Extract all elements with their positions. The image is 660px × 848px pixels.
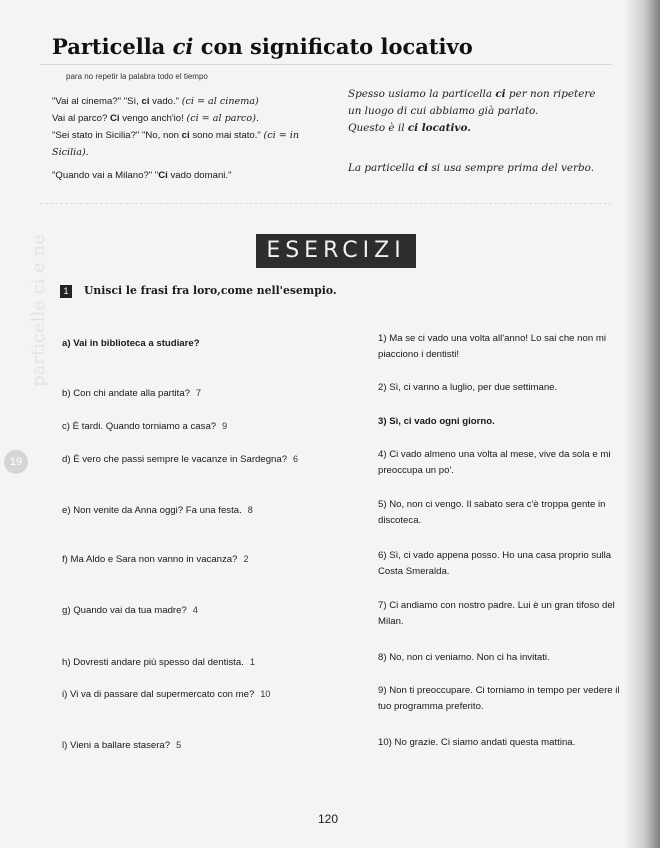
answer-item: 5) No, non ci vengo. Il sabato sera c'è troppa gente in discoteca. <box>378 499 606 526</box>
question-item <box>62 654 342 671</box>
question-text: i) Vi va di passare dal supermercato con me? <box>62 689 255 700</box>
question-text: d) È vero che passi sempre le vacanze in Sardegna? <box>62 454 288 465</box>
question-item <box>62 502 342 519</box>
title-rest: con significato locativo <box>200 34 473 59</box>
question-item <box>62 418 342 435</box>
exercise-instruction: Unisci le frasi fra loro,come nell'esempio. <box>84 284 337 297</box>
handwritten-note: para no repetir la palabra todo el tiempo <box>66 72 208 81</box>
question-text: e) Non venite da Anna oggi? Fa una festa. <box>62 505 242 516</box>
question-text: h) Dovresti andare più spesso dal dentista. <box>62 657 244 668</box>
answer-item: 9) Non ti preoccupare. Ci torniamo in tempo per vedere il tuo programma preferito. <box>378 685 620 712</box>
title-main: Particella <box>52 34 166 59</box>
answer-item: 4) Ci vado almeno una volta al mese, vive da sola e mi preoccupa un po'. <box>378 449 611 476</box>
example-line-3: "Sei stato in Sicilia?" "No, non ci sono mai stato." (ci = in Sicilia). <box>52 130 300 158</box>
question-item <box>62 686 342 703</box>
question-item <box>62 336 342 352</box>
written-answer: 6 <box>293 454 299 464</box>
answer-item: 8) No, non ci veniamo. Non ci ha invitati. <box>378 652 550 663</box>
example-line-4: "Quando vai a Milano?" "Ci vado domani." <box>52 170 232 181</box>
exercise-number: 1 <box>60 285 72 298</box>
written-answer: 9 <box>222 421 228 431</box>
unit-number-badge: 19 <box>4 450 28 474</box>
question-text: f) Ma Aldo e Sara non vanno in vacanza? <box>62 554 238 565</box>
question-text: c) È tardi. Quando torniamo a casa? <box>62 421 217 432</box>
rule-text-1: Spesso usiamo la particella ci per non ripetere un luogo di cui abbiamo già parlato. Questo è il ci locativo. <box>348 88 596 134</box>
question-text: l) Vieni a ballare stasera? <box>62 740 171 751</box>
rule-text-2: La particella ci si usa sempre prima del verbo. <box>348 162 595 174</box>
question-item <box>62 451 342 468</box>
answer-item: 3) Sì, ci vado ogni giorno. <box>378 416 495 427</box>
written-answer: 10 <box>260 689 271 699</box>
page-number: 120 <box>318 812 339 826</box>
question-item <box>62 551 342 568</box>
examples-block <box>52 93 322 161</box>
question-item <box>62 602 342 619</box>
written-answer: 8 <box>247 505 253 515</box>
written-answer: 1 <box>249 657 255 667</box>
side-label: particelle ci e ne <box>27 234 49 387</box>
answer-item: 2) Sì, ci vanno a luglio, per due settimane. <box>378 382 558 393</box>
written-answer: 2 <box>243 554 249 564</box>
title-em: ci <box>172 34 194 59</box>
example-line-2: Vai al parco? Ci vengo anch'io! (ci = al parco). <box>52 113 260 124</box>
question-item <box>62 737 342 754</box>
example-line-1: "Vai al cinema?" "Sì, ci vado." (ci = al cinema) <box>52 96 259 107</box>
question-text: g) Quando vai da tua madre? <box>62 605 187 616</box>
question-text: b) Con chi andate alla partita? <box>62 388 190 399</box>
answer-item: 10) No grazie. Ci siamo andati questa mattina. <box>378 737 576 748</box>
written-answer: 7 <box>196 388 202 398</box>
question-text: a) Vai in biblioteca a studiare? <box>62 338 200 349</box>
answer-item: 1) Ma se ci vado una volta all'anno! Lo sai che non mi piacciono i dentisti! <box>378 333 606 360</box>
answer-item: 7) Ci andiamo con nostro padre. Lui è un gran tifoso del Milan. <box>378 600 615 627</box>
exercises-banner: ESERCIZI <box>256 234 416 268</box>
page-edge-shadow <box>624 0 660 848</box>
written-answer: 4 <box>192 605 198 615</box>
page-title <box>52 34 473 59</box>
answer-item: 6) Sì, ci vado appena posso. Ho una casa proprio sulla Costa Smeralda. <box>378 550 612 577</box>
written-answer: 5 <box>176 740 182 750</box>
question-item <box>62 385 342 402</box>
